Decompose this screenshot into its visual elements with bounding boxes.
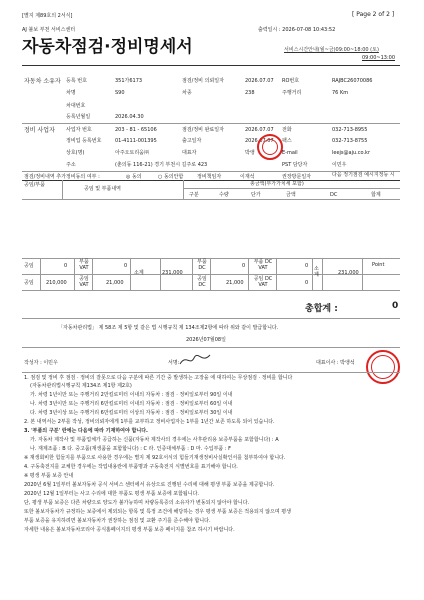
- email: leejs@aju.co.kr: [332, 150, 371, 156]
- total-group-label: 총금액(부가가치세 포함): [250, 181, 304, 187]
- tel: 032-713-8955: [332, 127, 368, 133]
- biz-no: 203 - 81 - 65106: [115, 127, 157, 133]
- mechanic-label: 정비책임자: [197, 174, 222, 180]
- shop-reg-label: 정비업 등록번호: [66, 138, 102, 144]
- model-label: 차명: [66, 90, 76, 96]
- labor-dc-vat-value: 0: [305, 280, 309, 286]
- parts-dc-label: 부품 DC: [197, 259, 207, 271]
- representative-seal: [366, 350, 400, 384]
- labor-dc-label: 공임 DC: [197, 276, 207, 288]
- out-date-label: 출고일자: [182, 138, 202, 144]
- subtotal-value-1: 231,000: [162, 270, 183, 276]
- note-6: 2. 본 내역서는 2부를 작성, 정비의뢰자에게 1부를 교부하고 정비사업자는 1부를 1년간 보존 하도록 되어 있습니다.: [24, 419, 275, 425]
- writer: 작성자 : 이민우: [24, 360, 58, 366]
- col-sum: 합계: [371, 192, 381, 198]
- agree-option[interactable]: ◎ 동의: [126, 174, 142, 180]
- parts-dc-vat-label: 부품 DC VAT: [253, 259, 273, 271]
- pst: 이민우: [332, 162, 347, 168]
- point-label: Point: [372, 262, 385, 268]
- col-gubun: 구분: [189, 192, 199, 198]
- note-8: 가. 자동차 제작사 및 부품업체가 공급하는 신품(자동차 제작사의 경우에는 사후관리용 보증부품을 포함합니다) : A: [30, 437, 279, 443]
- fax: 032-713-8755: [332, 138, 368, 144]
- labor-vat-value: 21,000: [106, 280, 124, 286]
- parts-dc-vat-value: 0: [305, 263, 309, 269]
- ceo: 박앵: [245, 150, 255, 156]
- shop-addr-label: 주소: [66, 162, 76, 168]
- col-unit-price: 단가: [251, 192, 261, 198]
- reg-no: 351가6173: [115, 78, 143, 84]
- note-7: 3. '부품의 구분' 란에는 다음에 따라 기재하여야 합니다.: [24, 428, 148, 434]
- fax-label: 팩스: [282, 138, 292, 144]
- labor-dc-value: 21,000: [226, 280, 244, 286]
- issue-date: 2026년07월08일: [186, 337, 226, 343]
- car-type-label: 차종: [182, 90, 192, 96]
- signature-label: 서명:: [168, 360, 180, 366]
- receipt-label: 권장방문일자: [282, 174, 311, 180]
- company-seal: [257, 134, 283, 160]
- parts-dc-value: 0: [242, 263, 246, 269]
- signature: [178, 352, 212, 368]
- pst-label: PST 담당자: [282, 162, 308, 168]
- note-5: 다. 차령 3년이상 또는 주행거리 6만킬로미터 이상의 자동차 : 점검 · 정비일로부터 30일 이내: [30, 410, 233, 416]
- note-4: 나. 차령 3년이만 또는 주행거리 6만킬로미터 이내의 자동차 : 점검 · 정비일로부터 60일 이내: [30, 401, 233, 407]
- done-date-label: 점검/정비 완료일자: [182, 127, 224, 133]
- email-label: E-mail: [282, 150, 298, 156]
- note-18: 자세한 내용은 볼보자동차코리아 공식홈페이지의 평생 부품 보증 페이지를 참조 하시기 바랍니다.: [24, 527, 235, 533]
- note-3: 가. 차령 1년이만 또는 주행거리 2만킬로미터 이내의 자동차 : 점검 · 정비일로부터 90일 이내: [30, 392, 233, 398]
- col-parts-desc: 공임 및 부품내역: [84, 186, 121, 192]
- col-qty: 수량: [219, 192, 229, 198]
- car-type: 238: [245, 90, 255, 96]
- col-dc: DC: [330, 192, 338, 198]
- ro-number: RAJBC26070086: [332, 78, 373, 84]
- ro-label: RO번호: [282, 78, 300, 84]
- page-title: 자동차점검·정비명세서: [22, 37, 193, 57]
- note-1: 1. 점검 및 정비 후 점검 · 정비의 잘못으로 다음 구분에 따른 기간 중 발생하는 고장을 에 대하여는 무상점검 · 정비를 합니다: [24, 375, 293, 381]
- receipt: 다음 정기점검 예시지정등 시: [332, 172, 395, 178]
- reg-date-label: 등록년월일: [66, 114, 91, 120]
- note-10: ※ 재생회비한 힘들지를 부품으로 사용한 경우에는 별지 제 92호서식의 힘들기재생정비사실확인서를 첨부하여야 합니다.: [24, 455, 286, 461]
- agreement-question: 점검/정비내역 추가정비동의 여부 :: [24, 174, 100, 180]
- model: S90: [115, 90, 125, 96]
- note-2: (자동차관리법시행규칙 제134조 제1항 제2호): [30, 383, 132, 389]
- shop-section-label: 정비 사업자: [24, 127, 55, 134]
- notes: [24, 375, 292, 536]
- disagree-option[interactable]: ○ 동의안함: [158, 174, 184, 180]
- note-14: 2020년 12월 1일부터는 사고 수리에 대한 부품도 평생 부품 보증에 포함됩니다.: [24, 491, 199, 497]
- print-date: 출력일시 : 2026-07-08 10:43:52: [258, 27, 336, 33]
- labor-vat-label: 공임 VAT: [79, 276, 89, 288]
- labor-dc-vat-label: 공임 DC VAT: [253, 276, 273, 288]
- labor-value-1: 0: [64, 263, 68, 269]
- tel-label: 전화: [282, 127, 292, 133]
- mechanic: 이재석: [240, 174, 255, 180]
- form-number: [별지 제89호의 2서식]: [22, 13, 73, 19]
- biz-no-label: 사업자 번호: [66, 127, 92, 133]
- shop-name: 아주오토리움㈜: [115, 150, 149, 156]
- labor-value-2: 210,000: [46, 280, 67, 286]
- req-date-label: 점검/정비 의뢰일자: [182, 78, 224, 84]
- note-15: 단, 평생 부품 보증은 다른 차량으로 양도가 불가능하며 차량등록증의 소유자가 변동되지 않아야 합니다.: [24, 500, 250, 506]
- shop-reg: 01-4111-001395: [115, 138, 157, 144]
- done-date: 2026.07.07: [245, 127, 274, 133]
- out-date: 2026.07.07: [245, 138, 274, 144]
- representative: 대표이사 : 박앵석: [316, 360, 355, 366]
- req-date: 2026.07.07: [245, 78, 274, 84]
- labor-label-1: 공임: [24, 263, 34, 269]
- grand-total-label: 총합계 :: [305, 304, 338, 314]
- page-indicator: [ Page 2 of 2 ]: [352, 11, 395, 18]
- note-17: 부품 보증을 유지하려면 볼보자동차가 권장하는 점검 및 교환 주기를 준수해야 합니다.: [24, 518, 211, 524]
- labor-label-2: 공임: [24, 280, 34, 286]
- subtotal-label-1: 소계: [134, 270, 144, 276]
- col-amount: 금액: [286, 192, 296, 198]
- parts-vat-label: 부품 VAT: [79, 259, 89, 271]
- note-9: 나. 재제조품 : B 다. 중고품(재생품을 포함합니다) : C 라. 인증대체부품 : D 마. 수입부품 : F: [30, 446, 231, 452]
- note-11: 4. 구동축전지를 교체한 경우에는 작업내용란에 부품명과 구동축전지 식별번호를 표기해야 합니다.: [24, 464, 238, 470]
- note-13: 2020년 6월 1일부터 볼보자동차 공식 서비스 센터에서 유상으로 진행된 수리에 대해 평생 부품 보증을 제공합니다.: [24, 482, 275, 488]
- service-hours: 서비스시간안내(월~금)09:00~18:00 (토): [284, 47, 379, 53]
- grand-total-value: 0: [392, 301, 399, 311]
- mileage-label: 주행거리: [282, 90, 302, 96]
- service-hours-sat: 09:00~13:00: [362, 55, 396, 61]
- owner-section-label: 자동차 소유자: [24, 78, 61, 85]
- subtotal-label-2: 소계: [314, 266, 319, 278]
- disagree-label: 동의안함: [163, 174, 184, 180]
- company-name: AJ 불보 부천 서비스센터: [22, 27, 76, 33]
- agree-label: 동의: [131, 174, 142, 180]
- shop-name-label: 상호(명): [66, 150, 85, 156]
- subtotal-value-2: 231,000: [338, 270, 359, 276]
- shop-addr: (춘의동 116-21) 경기 부천시 길주로 423: [115, 162, 208, 168]
- reg-no-label: 등록 번호: [66, 78, 87, 84]
- vin-label: 차대번호: [66, 103, 86, 109]
- note-12: ※ 평생 부품 보증 안내: [24, 473, 74, 479]
- declaration-text: 「자동차관리법」 제 58조 제 5항 및 같은 법 시행규칙 제 134조제2항에 따라 위와 같이 발급합니다.: [58, 325, 279, 331]
- ceo-label: 대표자: [182, 150, 197, 156]
- col-parts-type: 공임/부품: [24, 182, 46, 188]
- note-16: 또한 볼보자동차가 규정하는 보증에서 제외되는 항목 및 특정 조건에 해당하는 경우 평생 부품 보증은 적용되지 않으며 평생: [24, 509, 291, 515]
- parts-vat-value: 0: [124, 263, 128, 269]
- mileage: 76 Km: [332, 90, 349, 96]
- reg-date: 2026.04.30: [115, 114, 144, 120]
